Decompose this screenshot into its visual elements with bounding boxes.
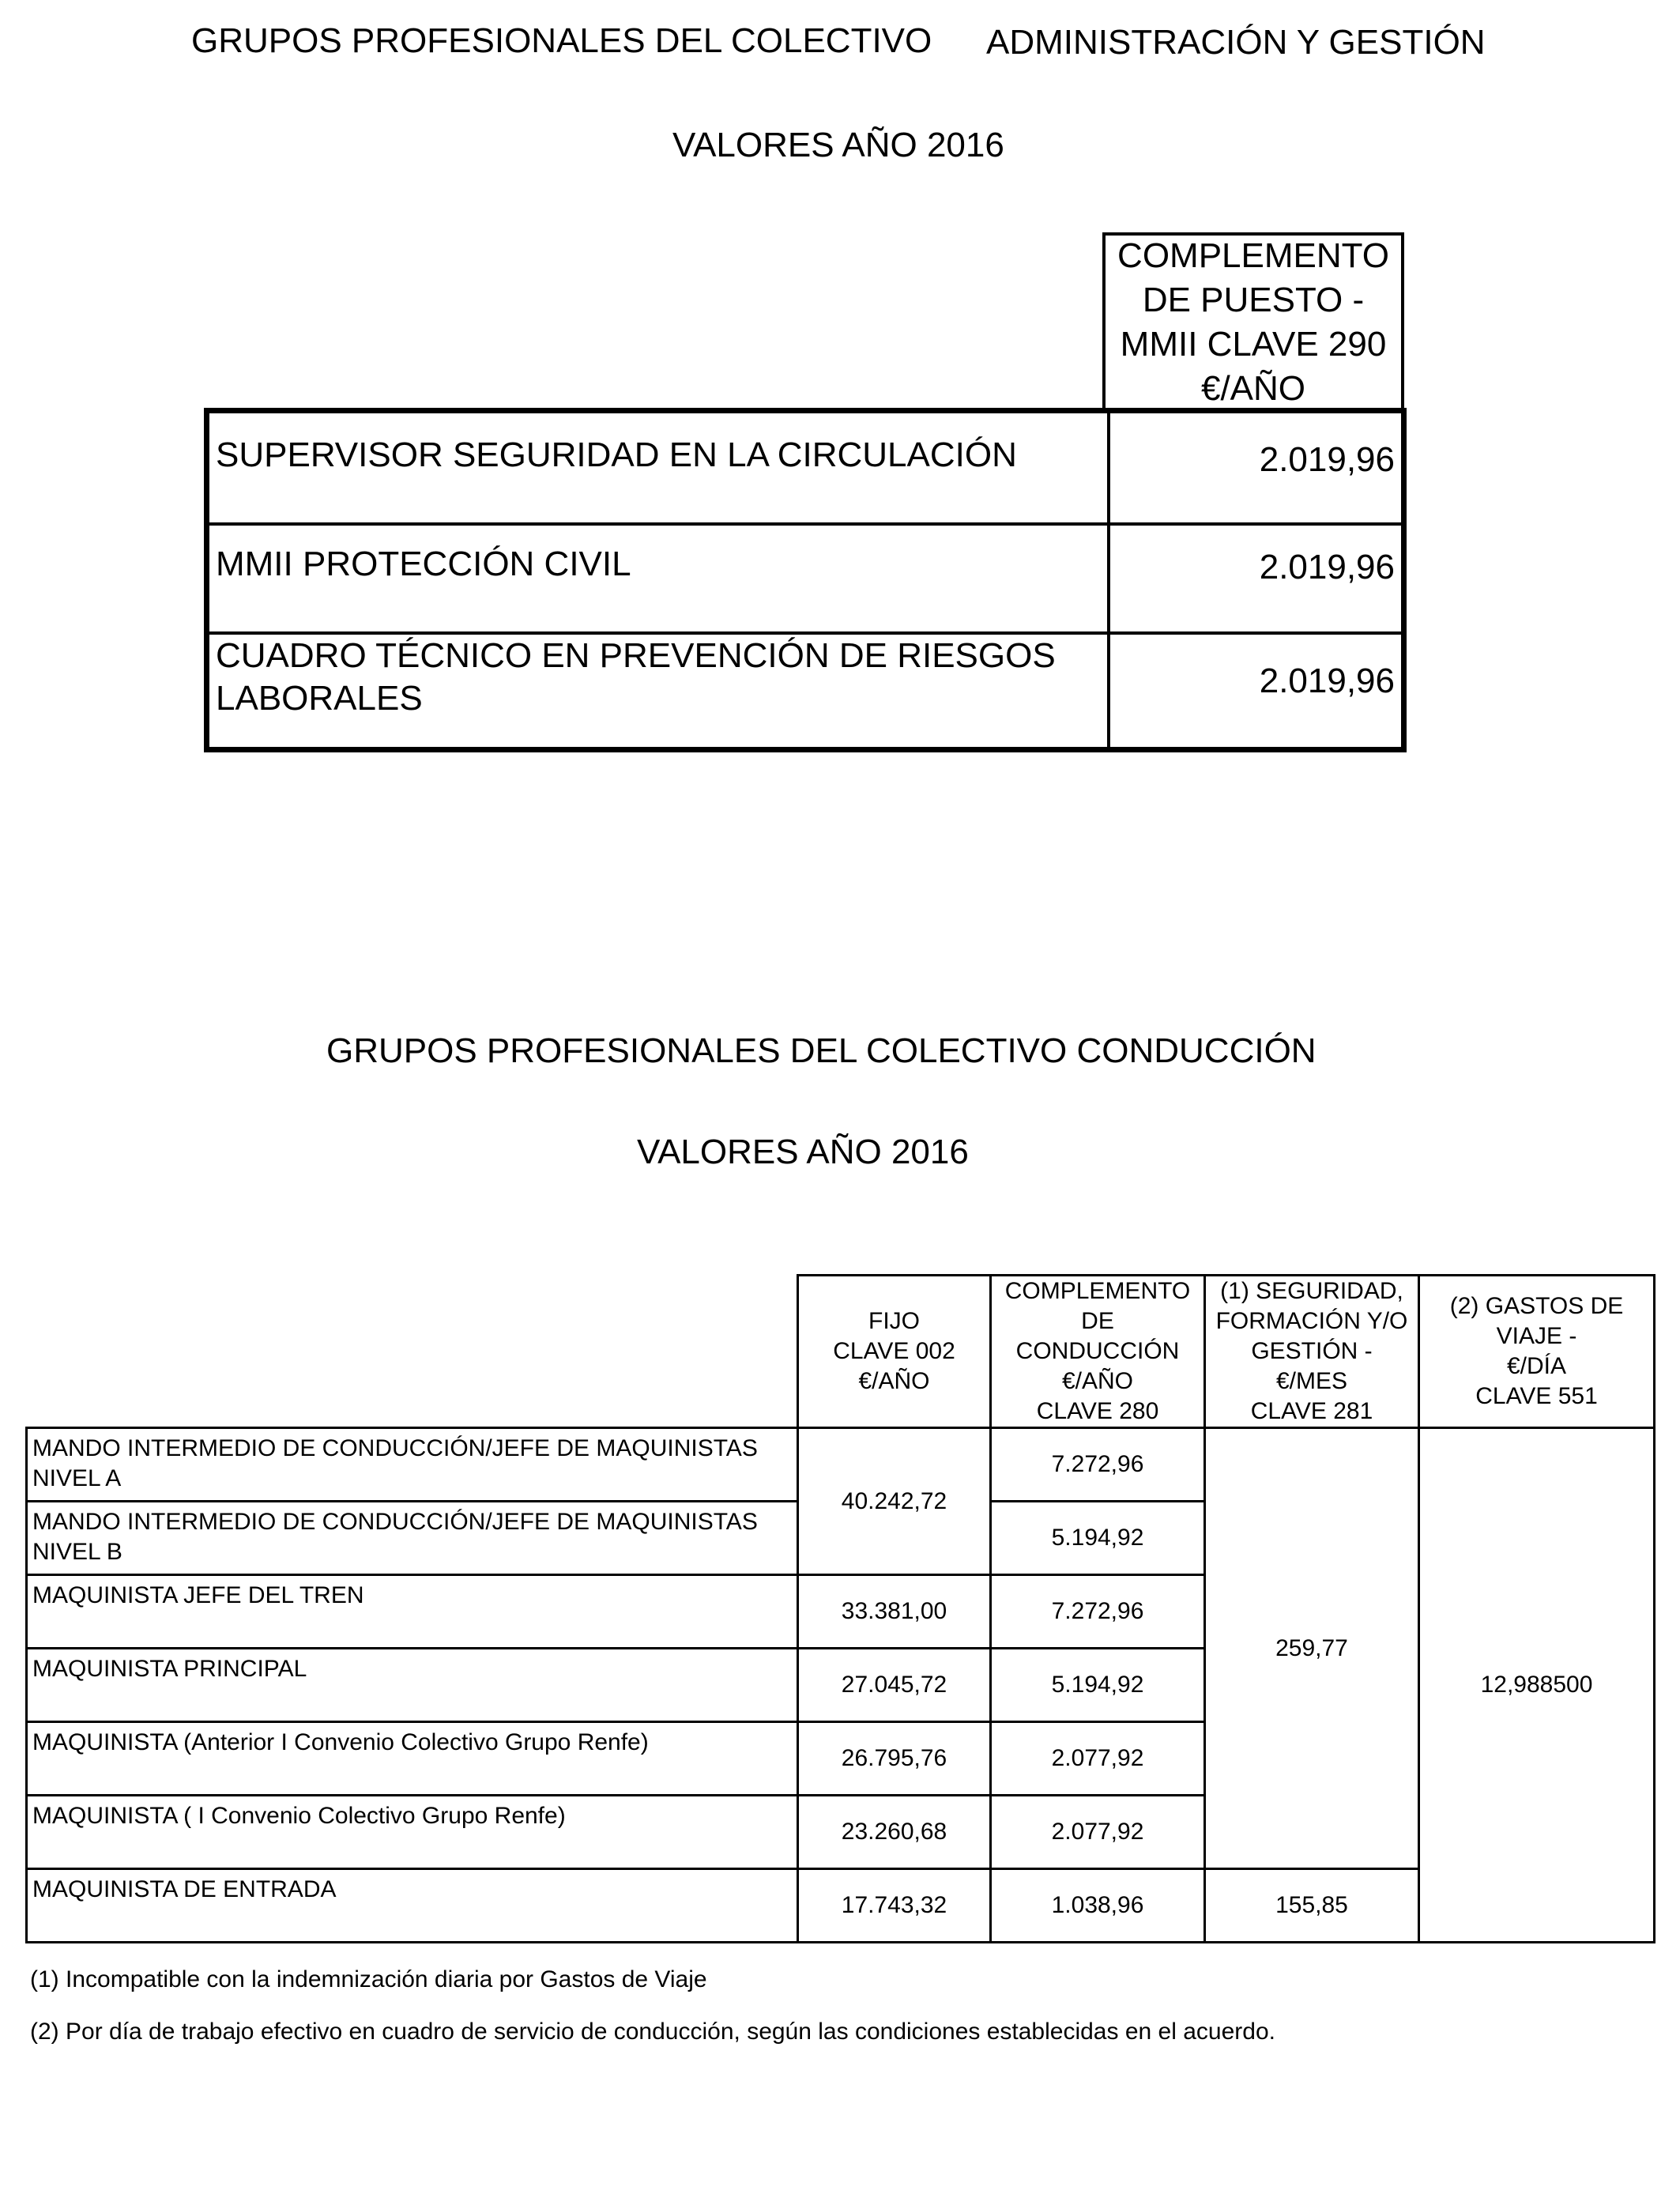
section1-year-title: VALORES AÑO 2016 (672, 126, 1004, 164)
footnote-2: (2) Por día de trabajo efectivo en cuadro de servicio de conducción, según las condiciones establecidas en el acuerdo. (30, 2019, 1275, 2045)
row-label-line: LABORALES (216, 679, 423, 718)
complemento-value: 7.272,96 (991, 1428, 1205, 1502)
section1-title-right: ADMINISTRACIÓN Y GESTIÓN (986, 23, 1486, 62)
header-line: DE (1081, 1308, 1114, 1334)
header-line: CLAVE 280 (1036, 1398, 1159, 1424)
fijo-value: 27.045,72 (798, 1649, 991, 1722)
section2-title: GRUPOS PROFESIONALES DEL COLECTIVO CONDUCCIÓN (326, 1031, 1317, 1070)
header-line: (2) GASTOS DE (1449, 1293, 1624, 1319)
header-line: €/MES (1275, 1368, 1348, 1394)
header-line: €/AÑO (858, 1368, 930, 1394)
header-line: CONDUCCIÓN (1015, 1338, 1180, 1364)
complemento-value: 2.077,92 (991, 1796, 1205, 1869)
header-line: CLAVE 551 (1475, 1383, 1598, 1409)
header-line: GESTIÓN - (1251, 1338, 1373, 1364)
table1-header-line: COMPLEMENTO (1117, 236, 1389, 275)
header-line: FORMACIÓN Y/O (1215, 1308, 1408, 1334)
header-line: VIAJE - (1496, 1323, 1577, 1349)
table-row (27, 1428, 1655, 1502)
fijo-value: 23.260,68 (798, 1796, 991, 1869)
header-complemento (991, 1276, 1205, 1428)
section2-year-title: VALORES AÑO 2016 (637, 1133, 969, 1171)
header-seguridad (1205, 1276, 1419, 1428)
row-value: 2.019,96 (1109, 633, 1404, 750)
header-fijo (798, 1276, 991, 1428)
fijo-value: 26.795,76 (798, 1722, 991, 1796)
row-label: MAQUINISTA (Anterior I Convenio Colectivo Grupo Renfe) (27, 1722, 798, 1796)
row-label-line: NIVEL B (32, 1539, 122, 1565)
table1-header-line: €/AÑO (1200, 369, 1306, 408)
row-label: SUPERVISOR SEGURIDAD EN LA CIRCULACIÓN (207, 411, 1109, 525)
complemento-value: 5.194,92 (991, 1502, 1205, 1575)
header-line: CLAVE 002 (833, 1338, 955, 1364)
row-label: MMII PROTECCIÓN CIVIL (207, 524, 1109, 633)
complemento-value: 5.194,92 (991, 1649, 1205, 1722)
table-row (27, 1869, 1655, 1943)
table-header-row (27, 1276, 1655, 1428)
header-line: €/DÍA (1506, 1353, 1567, 1379)
table1-column-header (1102, 232, 1404, 409)
header-line: FIJO (868, 1308, 920, 1334)
header-blank (27, 1276, 798, 1428)
row-label-line: MANDO INTERMEDIO DE CONDUCCIÓN/JEFE DE MAQUINISTAS (32, 1435, 758, 1461)
header-line: CLAVE 281 (1250, 1398, 1373, 1424)
table-administracion-gestion (204, 408, 1407, 752)
row-label (207, 633, 1109, 750)
table-row (207, 411, 1404, 525)
fijo-value: 33.381,00 (798, 1575, 991, 1649)
row-label-line: MANDO INTERMEDIO DE CONDUCCIÓN/JEFE DE MAQUINISTAS (32, 1509, 758, 1535)
footnote-1: (1) Incompatible con la indemnización diaria por Gastos de Viaje (30, 1966, 707, 1992)
header-line: (1) SEGURIDAD, (1220, 1278, 1403, 1304)
fijo-value: 17.743,32 (798, 1869, 991, 1943)
row-label-line: CUADRO TÉCNICO EN PREVENCIÓN DE RIESGOS (216, 636, 1056, 675)
complemento-value: 2.077,92 (991, 1722, 1205, 1796)
row-label (27, 1428, 798, 1502)
table-row (207, 633, 1404, 750)
table-conduccion (25, 1274, 1656, 1943)
row-label: MAQUINISTA DE ENTRADA (27, 1869, 798, 1943)
complemento-value: 1.038,96 (991, 1869, 1205, 1943)
seguridad-merged: 259,77 (1205, 1428, 1419, 1869)
header-gastos (1419, 1276, 1655, 1428)
table1-header-line: DE PUESTO - (1142, 281, 1365, 319)
row-label (27, 1502, 798, 1575)
header-line: COMPLEMENTO (1004, 1278, 1191, 1304)
fijo-mando-merged: 40.242,72 (798, 1428, 991, 1575)
table1-header-line: MMII CLAVE 290 (1120, 325, 1387, 364)
gastos-merged: 12,988500 (1419, 1428, 1655, 1943)
header-line: €/AÑO (1061, 1368, 1134, 1394)
row-label: MAQUINISTA PRINCIPAL (27, 1649, 798, 1722)
complemento-value: 7.272,96 (991, 1575, 1205, 1649)
table-row (207, 524, 1404, 633)
section1-title-left: GRUPOS PROFESIONALES DEL COLECTIVO (191, 21, 932, 60)
row-label-line: NIVEL A (32, 1465, 122, 1491)
row-value: 2.019,96 (1109, 411, 1404, 525)
row-value: 2.019,96 (1109, 524, 1404, 633)
row-label: MAQUINISTA JEFE DEL TREN (27, 1575, 798, 1649)
seguridad-value: 155,85 (1205, 1869, 1419, 1943)
row-label: MAQUINISTA ( I Convenio Colectivo Grupo Renfe) (27, 1796, 798, 1869)
